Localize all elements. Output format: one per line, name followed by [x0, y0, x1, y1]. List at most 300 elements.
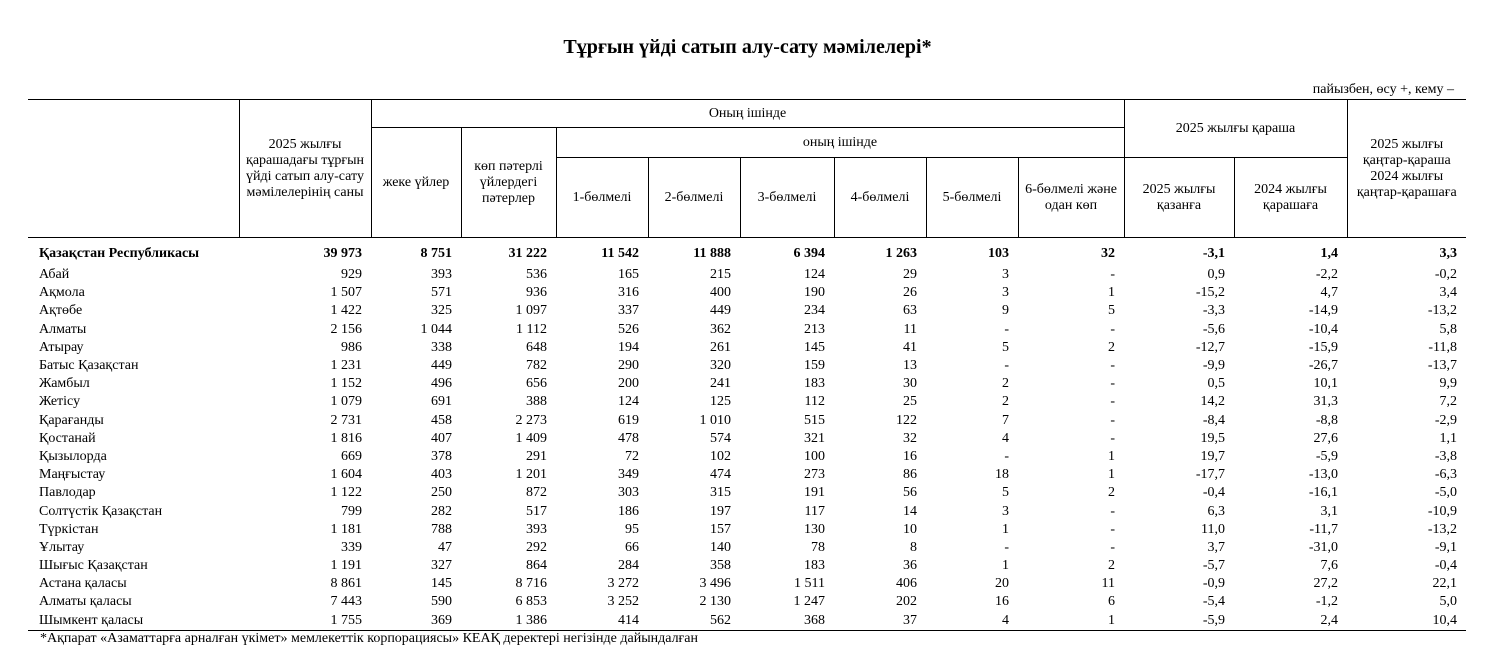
value-cell: 321 — [804, 430, 825, 446]
value-cell: - — [1110, 539, 1116, 555]
value-cell: -3,3 — [1202, 303, 1226, 319]
header-room1: 1-бөлмелі — [556, 158, 648, 238]
table-row — [28, 612, 1466, 631]
value-cell: 1 079 — [330, 394, 362, 410]
value-cell: -6,3 — [1434, 467, 1458, 483]
value-cell: 517 — [526, 503, 547, 519]
value-cell: 0,5 — [1207, 376, 1226, 392]
value-cell: 183 — [804, 376, 825, 392]
value-cell: 1 — [1108, 285, 1116, 301]
value-cell: 414 — [556, 612, 648, 631]
value-cell: 72 — [625, 448, 639, 464]
value-cell: 261 — [710, 339, 731, 355]
table-header — [28, 100, 1466, 238]
header-ytd: 2025 жылғы қаңтар-қараша 2024 жылғы қаңтар-қарашаға — [1347, 100, 1466, 238]
value-cell: -9,9 — [1202, 358, 1226, 374]
value-cell: 36 — [903, 558, 917, 574]
region-name-cell: Қазақстан Республикасы — [39, 246, 200, 261]
table-row — [28, 557, 1466, 575]
value-cell: -3,8 — [1434, 448, 1458, 464]
header-room3: 3-бөлмелі — [740, 158, 834, 238]
value-cell: -5,0 — [1434, 485, 1458, 501]
region-name-cell: Абай — [39, 267, 70, 283]
value-cell: 66 — [625, 539, 639, 555]
value-cell: 47 — [438, 539, 452, 555]
value-cell: -13,2 — [1427, 521, 1458, 537]
value-cell: 10 — [903, 521, 917, 537]
value-cell: 63 — [903, 303, 917, 319]
value-cell: 11,0 — [1201, 521, 1226, 537]
value-cell: 656 — [526, 376, 547, 392]
value-cell: 32 — [1101, 246, 1116, 261]
value-cell: -13,0 — [1308, 467, 1339, 483]
value-cell: 95 — [625, 521, 639, 537]
region-name-cell: Астана қаласы — [39, 576, 127, 592]
value-cell: 1 409 — [515, 430, 547, 446]
value-cell: 1 263 — [885, 246, 917, 261]
table-row — [28, 593, 1466, 611]
value-cell: 6 853 — [515, 594, 547, 610]
value-cell: 140 — [710, 539, 731, 555]
value-cell: 4 — [1002, 430, 1009, 446]
value-cell: 5 — [1108, 303, 1116, 319]
value-cell: - — [1110, 376, 1116, 392]
housing-transactions-table — [28, 99, 1466, 631]
value-cell: 19,7 — [1200, 448, 1226, 464]
value-cell: 56 — [903, 485, 917, 501]
value-cell: 3,1 — [1320, 503, 1339, 519]
value-cell: 3 — [1002, 267, 1009, 283]
value-cell: -31,0 — [1308, 539, 1339, 555]
value-cell: 669 — [341, 448, 362, 464]
value-cell: 1 191 — [330, 558, 362, 574]
value-cell: 13 — [903, 358, 917, 374]
header-private-houses: жеке үйлер — [371, 128, 461, 238]
header-vs-oct2025: 2025 жылғы қазанға — [1124, 158, 1234, 238]
value-cell: 478 — [618, 430, 639, 446]
value-cell: 1 — [1108, 467, 1116, 483]
region-name-cell: Павлодар — [39, 485, 96, 501]
value-cell: 11 — [903, 321, 917, 337]
value-cell: -0,4 — [1434, 558, 1458, 574]
value-cell: -2,9 — [1434, 412, 1458, 428]
header-total-count: 2025 жылғы қарашадағы тұрғын үйді сатып алу-сату мәмілелерінің саны — [239, 100, 371, 238]
table-row — [28, 375, 1466, 393]
region-name-cell: Атырау — [39, 339, 84, 355]
value-cell: 124 — [618, 394, 639, 410]
table-body — [28, 238, 1466, 631]
value-cell: 320 — [710, 358, 731, 374]
table-row — [28, 339, 1466, 357]
value-cell: 250 — [431, 485, 452, 501]
value-cell: 26 — [903, 285, 917, 301]
value-cell: 1,4 — [1320, 246, 1339, 261]
value-cell: 292 — [526, 539, 547, 555]
value-cell: 986 — [341, 339, 362, 355]
value-cell: 403 — [431, 467, 452, 483]
value-cell: 474 — [710, 467, 731, 483]
value-cell: 407 — [431, 430, 452, 446]
value-cell: 571 — [431, 285, 452, 301]
value-cell: - — [1004, 539, 1009, 555]
value-cell: 339 — [341, 539, 362, 555]
value-cell: 124 — [804, 267, 825, 283]
value-cell: 145 — [804, 339, 825, 355]
value-cell: 100 — [804, 448, 825, 464]
value-cell: 406 — [896, 576, 917, 592]
value-cell: 872 — [526, 485, 547, 501]
value-cell: 562 — [648, 612, 740, 631]
value-cell: 337 — [618, 303, 639, 319]
value-cell: 1 247 — [793, 594, 825, 610]
value-cell: 2 — [1108, 485, 1116, 501]
value-cell: 496 — [431, 376, 452, 392]
value-cell: 14 — [903, 503, 917, 519]
region-name-cell: Батыс Қазақстан — [39, 358, 139, 374]
value-cell: -8,4 — [1202, 412, 1226, 428]
value-cell: 1 511 — [794, 576, 825, 592]
value-cell: 145 — [431, 576, 452, 592]
value-cell: 788 — [431, 521, 452, 537]
value-cell: 526 — [618, 321, 639, 337]
value-cell: 1 816 — [330, 430, 362, 446]
value-cell: 8 861 — [330, 576, 362, 592]
region-name-cell: Жетісу — [39, 394, 81, 410]
value-cell: -16,1 — [1308, 485, 1339, 501]
value-cell: 936 — [526, 285, 547, 301]
table-row — [28, 266, 1466, 284]
value-cell: 103 — [988, 246, 1009, 261]
value-cell: 7 — [1002, 412, 1009, 428]
value-cell: 20 — [995, 576, 1009, 592]
value-cell: 2 — [1108, 558, 1116, 574]
value-cell: -15,9 — [1308, 339, 1339, 355]
value-cell: 691 — [431, 394, 452, 410]
table-row — [28, 466, 1466, 484]
value-cell: 165 — [618, 267, 639, 283]
value-cell: -3,1 — [1202, 246, 1226, 261]
value-cell: 9 — [1002, 303, 1009, 319]
value-cell: 200 — [618, 376, 639, 392]
value-cell: 112 — [804, 394, 825, 410]
value-cell: 619 — [618, 412, 639, 428]
region-name-cell: Қызылорда — [39, 448, 107, 464]
value-cell: -5,9 — [1124, 612, 1234, 631]
value-cell: 2 130 — [699, 594, 731, 610]
value-cell: -2,2 — [1315, 267, 1339, 283]
value-cell: 338 — [431, 339, 452, 355]
value-cell: 4 — [926, 612, 1018, 631]
units-note: пайызбен, өсу +, кему – — [1312, 82, 1454, 97]
value-cell: 8 716 — [515, 576, 547, 592]
value-cell: 315 — [710, 485, 731, 501]
value-cell: - — [1004, 448, 1009, 464]
value-cell: 202 — [896, 594, 917, 610]
value-cell: 7 443 — [330, 594, 362, 610]
value-cell: 32 — [903, 430, 917, 446]
value-cell: -10,4 — [1308, 321, 1339, 337]
value-cell: 358 — [710, 558, 731, 574]
value-cell: 1 181 — [330, 521, 362, 537]
value-cell: 125 — [710, 394, 731, 410]
region-name-cell: Алматы — [39, 321, 87, 337]
value-cell: - — [1110, 430, 1116, 446]
value-cell: 1 604 — [330, 467, 362, 483]
table-row — [28, 502, 1466, 520]
header-room6: 6-бөлмелі және одан көп — [1018, 158, 1124, 238]
value-cell: 291 — [526, 448, 547, 464]
table-row — [28, 393, 1466, 411]
value-cell: 1 152 — [330, 376, 362, 392]
value-cell: 400 — [710, 285, 731, 301]
value-cell: -15,2 — [1195, 285, 1226, 301]
value-cell: 515 — [804, 412, 825, 428]
value-cell: 3 252 — [607, 594, 639, 610]
region-name-cell: Ақмола — [39, 285, 85, 301]
value-cell: 7,6 — [1320, 558, 1339, 574]
value-cell: 3 496 — [699, 576, 731, 592]
value-cell: 41 — [903, 339, 917, 355]
value-cell: 327 — [431, 558, 452, 574]
value-cell: 1 044 — [420, 321, 452, 337]
value-cell: 234 — [804, 303, 825, 319]
value-cell: 11 542 — [601, 246, 639, 261]
value-cell: -14,9 — [1308, 303, 1339, 319]
value-cell: 1 422 — [330, 303, 362, 319]
region-name-cell: Түркістан — [39, 521, 99, 537]
value-cell: 2 156 — [330, 321, 362, 337]
value-cell: 183 — [804, 558, 825, 574]
value-cell: 6,3 — [1207, 503, 1226, 519]
value-cell: 864 — [526, 558, 547, 574]
value-cell: 1 097 — [515, 303, 547, 319]
value-cell: 303 — [618, 485, 639, 501]
table-row — [28, 448, 1466, 466]
table-row — [28, 484, 1466, 502]
value-cell: 369 — [371, 612, 461, 631]
value-cell: 5,8 — [1439, 321, 1458, 337]
value-cell: 9,9 — [1439, 376, 1458, 392]
value-cell: 22,1 — [1432, 576, 1458, 592]
value-cell: 349 — [618, 467, 639, 483]
value-cell: 29 — [903, 267, 917, 283]
region-name-cell: Ақтөбе — [39, 303, 83, 319]
value-cell: 27,2 — [1313, 576, 1339, 592]
value-cell: -10,9 — [1427, 503, 1458, 519]
value-cell: 388 — [526, 394, 547, 410]
region-name-cell: Шымкент қаласы — [28, 612, 239, 631]
value-cell: - — [1004, 321, 1009, 337]
value-cell: -5,9 — [1315, 448, 1339, 464]
value-cell: -26,7 — [1308, 358, 1339, 374]
value-cell: -12,7 — [1195, 339, 1226, 355]
value-cell: - — [1110, 358, 1116, 374]
value-cell: 2 — [1002, 394, 1009, 410]
page-title: Тұрғын үйді сатып алу-сату мәмілелері* — [563, 36, 932, 58]
header-of-which-rooms: оның ішінде — [556, 128, 1124, 158]
value-cell: 186 — [618, 503, 639, 519]
region-name-cell: Қостанай — [39, 430, 96, 446]
region-name-cell: Шығыс Қазақстан — [39, 558, 148, 574]
value-cell: 37 — [834, 612, 926, 631]
value-cell: 0,9 — [1207, 267, 1226, 283]
value-cell: - — [1004, 358, 1009, 374]
region-name-cell: Жамбыл — [39, 376, 90, 392]
value-cell: 31,3 — [1313, 394, 1339, 410]
value-cell: - — [1110, 412, 1116, 428]
value-cell: 325 — [431, 303, 452, 319]
region-name-cell: Солтүстік Қазақстан — [39, 503, 163, 519]
value-cell: 30 — [903, 376, 917, 392]
value-cell: - — [1110, 394, 1116, 410]
region-header — [28, 100, 239, 238]
value-cell: 782 — [526, 358, 547, 374]
value-cell: -9,1 — [1434, 539, 1458, 555]
table-row — [28, 284, 1466, 302]
value-cell: 362 — [710, 321, 731, 337]
value-cell: 5 — [1002, 485, 1009, 501]
value-cell: -0,2 — [1434, 267, 1458, 283]
value-cell: 458 — [431, 412, 452, 428]
value-cell: 1 231 — [330, 358, 362, 374]
value-cell: 2 273 — [515, 412, 547, 428]
value-cell: 122 — [896, 412, 917, 428]
value-cell: 14,2 — [1200, 394, 1226, 410]
value-cell: 1 — [1018, 612, 1124, 631]
header-nov2025: 2025 жылғы қараша — [1124, 100, 1347, 158]
value-cell: 10,4 — [1347, 612, 1466, 631]
value-cell: 213 — [804, 321, 825, 337]
value-cell: 449 — [431, 358, 452, 374]
value-cell: 929 — [341, 267, 362, 283]
table-row — [28, 575, 1466, 593]
value-cell: - — [1110, 321, 1116, 337]
value-cell: 102 — [710, 448, 731, 464]
value-cell: 11 — [1101, 576, 1116, 592]
value-cell: -5,6 — [1202, 321, 1226, 337]
value-cell: 1,1 — [1439, 430, 1458, 446]
value-cell: 6 — [1108, 594, 1116, 610]
value-cell: 3,7 — [1207, 539, 1226, 555]
region-name-cell: Маңғыстау — [39, 467, 106, 483]
table-row — [28, 357, 1466, 375]
region-name-cell: Алматы қаласы — [39, 594, 132, 610]
value-cell: 378 — [431, 448, 452, 464]
value-cell: 799 — [341, 503, 362, 519]
value-cell: 5,0 — [1439, 594, 1458, 610]
value-cell: 1 112 — [516, 321, 547, 337]
table-row — [28, 539, 1466, 557]
value-cell: 130 — [804, 521, 825, 537]
value-cell: 3 272 — [607, 576, 639, 592]
value-cell: 3 — [1002, 503, 1009, 519]
value-cell: 197 — [710, 503, 731, 519]
table-row — [28, 521, 1466, 539]
value-cell: 39 973 — [323, 246, 362, 261]
value-cell: 4,7 — [1320, 285, 1339, 301]
value-cell: 10,1 — [1313, 376, 1339, 392]
value-cell: 5 — [1002, 339, 1009, 355]
value-cell: 1 — [1002, 558, 1009, 574]
value-cell: 1 507 — [330, 285, 362, 301]
value-cell: -8,8 — [1315, 412, 1339, 428]
value-cell: 1 201 — [515, 467, 547, 483]
value-cell: - — [1110, 267, 1116, 283]
value-cell: 8 — [910, 539, 917, 555]
value-cell: 282 — [431, 503, 452, 519]
value-cell: 86 — [903, 467, 917, 483]
table-row — [28, 412, 1466, 430]
value-cell: 6 394 — [793, 246, 825, 261]
header-apartments: көп пәтерлі үйлердегі пәтерлер — [461, 128, 556, 238]
value-cell: 19,5 — [1200, 430, 1226, 446]
value-cell: 2,4 — [1234, 612, 1347, 631]
value-cell: 157 — [710, 521, 731, 537]
value-cell: -0,9 — [1202, 576, 1226, 592]
value-cell: 27,6 — [1313, 430, 1339, 446]
footnote: *Ақпарат «Азаматтарға арналған үкімет» мемлекеттік корпорациясы» КЕАҚ деректері негізінде дайындалған — [40, 631, 698, 646]
value-cell: 8 751 — [420, 246, 452, 261]
value-cell: 273 — [804, 467, 825, 483]
table-row — [28, 302, 1466, 320]
header-of-which: Оның ішінде — [371, 100, 1124, 128]
value-cell: -11,8 — [1428, 339, 1458, 355]
value-cell: 1 010 — [699, 412, 731, 428]
table-row — [28, 321, 1466, 339]
region-name-cell: Ұлытау — [39, 539, 85, 555]
value-cell: - — [1110, 503, 1116, 519]
table-row — [28, 430, 1466, 448]
header-room4: 4-бөлмелі — [834, 158, 926, 238]
value-cell: 2 — [1002, 376, 1009, 392]
value-cell: 194 — [618, 339, 639, 355]
value-cell: -5,7 — [1202, 558, 1226, 574]
value-cell: 393 — [526, 521, 547, 537]
value-cell: 316 — [618, 285, 639, 301]
value-cell: - — [1110, 521, 1116, 537]
value-cell: 393 — [431, 267, 452, 283]
region-name-cell: Қарағанды — [39, 412, 104, 428]
value-cell: 1 — [1108, 448, 1116, 464]
value-cell: 1 — [1002, 521, 1009, 537]
value-cell: 449 — [710, 303, 731, 319]
header-room5: 5-бөлмелі — [926, 158, 1018, 238]
header-vs-nov2024: 2024 жылғы қарашаға — [1234, 158, 1347, 238]
value-cell: -5,4 — [1202, 594, 1226, 610]
value-cell: 241 — [710, 376, 731, 392]
value-cell: 191 — [804, 485, 825, 501]
value-cell: 78 — [811, 539, 825, 555]
value-cell: 1 386 — [461, 612, 556, 631]
value-cell: 159 — [804, 358, 825, 374]
value-cell: 7,2 — [1439, 394, 1458, 410]
value-cell: -13,2 — [1427, 303, 1458, 319]
table-row — [28, 238, 1466, 267]
value-cell: 648 — [526, 339, 547, 355]
value-cell: 1 122 — [330, 485, 362, 501]
value-cell: 117 — [804, 503, 825, 519]
value-cell: -17,7 — [1195, 467, 1226, 483]
value-cell: 368 — [740, 612, 834, 631]
value-cell: 290 — [618, 358, 639, 374]
value-cell: 31 222 — [508, 246, 547, 261]
value-cell: 3,3 — [1439, 246, 1458, 261]
value-cell: 2 — [1108, 339, 1116, 355]
value-cell: 25 — [903, 394, 917, 410]
value-cell: 190 — [804, 285, 825, 301]
value-cell: 284 — [618, 558, 639, 574]
value-cell: -13,7 — [1427, 358, 1458, 374]
